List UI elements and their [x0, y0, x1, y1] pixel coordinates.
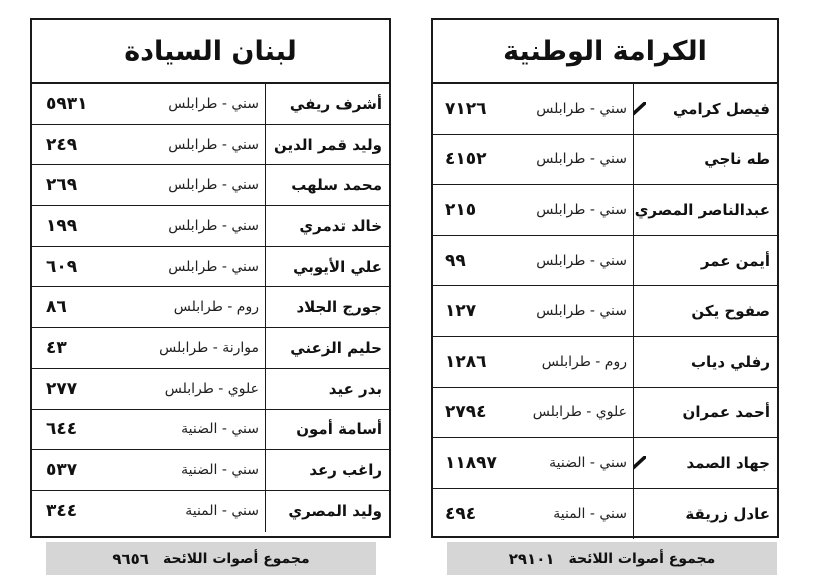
- candidate-name: وليد المصري: [265, 491, 389, 532]
- candidate-votes: ٤٣: [46, 337, 67, 358]
- candidate-row: [32, 491, 389, 532]
- candidate-votes: ١٩٩: [46, 215, 78, 236]
- candidate-votes: ٦٤٤: [46, 419, 78, 440]
- candidate-row: [32, 206, 389, 247]
- candidate-name: بدر عيد: [265, 369, 389, 409]
- candidate-name: صفوح يكن: [633, 286, 777, 336]
- candidate-votes: ٣٤٤: [46, 501, 78, 522]
- candidate-name: طه ناجي: [633, 135, 777, 185]
- candidate-name: خالد تدمري: [265, 206, 389, 246]
- candidate-sect-district: روم - طرابلس: [173, 299, 259, 316]
- total-votes: ٩٦٥٦: [112, 549, 149, 568]
- candidate-name: جهاد الصمد: [633, 438, 777, 488]
- candidate-sect-district: سني - طرابلس: [168, 258, 259, 275]
- candidate-row: [433, 388, 777, 439]
- candidate-sect-district: سني - الضنية: [549, 454, 627, 471]
- candidate-votes: ٢٧٩٤: [445, 402, 487, 423]
- list-title: لبنان السيادة: [32, 20, 389, 84]
- candidate-row: [32, 410, 389, 451]
- checkmark-icon: [633, 102, 646, 116]
- candidate-sect-district: سني - الضنية: [181, 421, 259, 438]
- candidate-name: فيصل كرامي: [633, 84, 777, 134]
- candidate-name: محمد سلهب: [265, 165, 389, 205]
- candidate-votes: ١١٨٩٧: [445, 452, 497, 473]
- candidate-votes: ٤١٥٢: [445, 149, 487, 170]
- candidate-row: [32, 165, 389, 206]
- list-total-bar: [46, 542, 376, 575]
- candidate-row: [32, 328, 389, 369]
- candidate-sect-district: علوي - طرابلس: [164, 380, 259, 397]
- candidate-row: [32, 287, 389, 328]
- candidate-sect-district: موارنة - طرابلس: [159, 339, 259, 356]
- candidate-votes: ١٢٨٦: [445, 351, 487, 372]
- candidate-row: [32, 247, 389, 288]
- candidate-name: راغب رعد: [265, 450, 389, 490]
- candidate-votes: ٥٩٣١: [46, 93, 88, 114]
- candidate-sect-district: سني - الضنية: [181, 462, 259, 479]
- candidate-row: [433, 489, 777, 540]
- total-votes: ٢٩١٠١: [508, 549, 555, 568]
- candidate-row: [433, 438, 777, 489]
- total-label: مجموع أصوات اللائحة: [568, 550, 716, 567]
- candidate-sect-district: سني - طرابلس: [168, 177, 259, 194]
- candidate-sect-district: سني - طرابلس: [536, 100, 627, 117]
- checkmark-icon: [633, 456, 646, 470]
- list-total-bar: [447, 542, 777, 575]
- candidate-votes: ٧١٢٦: [445, 98, 487, 119]
- candidate-row: [32, 450, 389, 491]
- candidate-sect-district: سني - طرابلس: [536, 303, 627, 320]
- candidate-votes: ٥٣٧: [46, 460, 78, 481]
- list-title: الكرامة الوطنية: [433, 20, 777, 84]
- candidate-votes: ٢٤٩: [46, 134, 78, 155]
- candidate-row: [433, 286, 777, 337]
- candidate-name: جورج الجلاد: [265, 287, 389, 327]
- candidate-row: [433, 135, 777, 186]
- candidate-votes: ٦٠٩: [46, 256, 78, 277]
- candidate-row: [433, 185, 777, 236]
- candidate-row: [32, 369, 389, 410]
- candidate-name: عبدالناصر المصري: [633, 185, 777, 235]
- candidate-row: [32, 125, 389, 166]
- candidate-name: حليم الزعني: [265, 328, 389, 368]
- candidate-sect-district: سني - المنية: [553, 506, 627, 523]
- candidate-sect-district: سني - طرابلس: [168, 217, 259, 234]
- candidate-sect-district: سني - طرابلس: [536, 151, 627, 168]
- candidate-name: وليد قمر الدين: [265, 125, 389, 165]
- candidate-row: [433, 84, 777, 135]
- candidate-votes: ٨٦: [46, 297, 67, 318]
- candidate-name: عادل زريقة: [633, 489, 777, 540]
- candidate-sect-district: سني - طرابلس: [536, 252, 627, 269]
- candidate-sect-district: سني - طرابلس: [536, 201, 627, 218]
- candidate-sect-district: سني - طرابلس: [168, 136, 259, 153]
- candidate-votes: ٢٧٧: [46, 378, 78, 399]
- candidate-name: أحمد عمران: [633, 388, 777, 438]
- candidate-votes: ٩٩: [445, 250, 466, 271]
- candidate-name: رفلي دياب: [633, 337, 777, 387]
- candidate-row: [32, 84, 389, 125]
- candidate-sect-district: سني - طرابلس: [168, 95, 259, 112]
- candidate-name: أشرف ريفي: [265, 84, 389, 124]
- candidate-name: أسامة أمون: [265, 410, 389, 450]
- candidate-votes: ١٢٧: [445, 301, 477, 322]
- total-label: مجموع أصوات اللائحة: [162, 550, 310, 567]
- candidate-sect-district: علوي - طرابلس: [532, 404, 627, 421]
- candidate-votes: ٤٩٤: [445, 504, 477, 525]
- candidate-row: [433, 236, 777, 287]
- list-panel-lubnan-al-siyada: [30, 18, 391, 538]
- candidate-name: أيمن عمر: [633, 236, 777, 286]
- candidate-sect-district: روم - طرابلس: [541, 353, 627, 370]
- candidate-sect-district: سني - المنية: [185, 503, 259, 520]
- candidate-name: علي الأيوبي: [265, 247, 389, 287]
- candidate-votes: ٢٦٩: [46, 175, 78, 196]
- candidate-votes: ٢١٥: [445, 199, 477, 220]
- list-panel-al-karama-al-wataniya: [431, 18, 779, 538]
- candidate-row: [433, 337, 777, 388]
